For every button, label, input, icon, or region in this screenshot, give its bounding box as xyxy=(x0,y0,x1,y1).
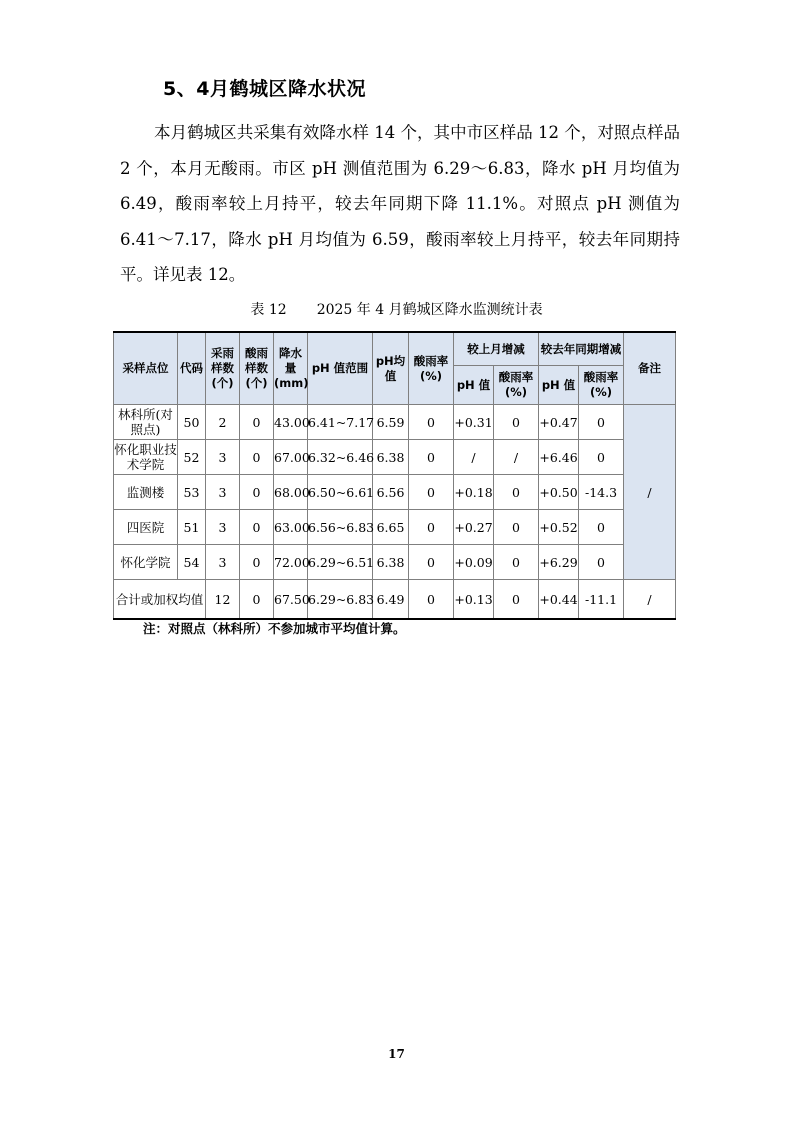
header-rainfall: 降水量(mm) xyxy=(274,332,308,405)
cell-year-ph: +0.50 xyxy=(539,475,579,510)
cell-month-ph: +0.31 xyxy=(454,405,494,440)
cell-samples: 3 xyxy=(206,510,240,545)
header-acid-rate: 酸雨率(%) xyxy=(409,332,454,405)
header-vs-last-month: 较上月增减 xyxy=(454,332,539,366)
cell-rainfall: 72.00 xyxy=(274,545,308,580)
cell-acid-samples: 0 xyxy=(240,545,274,580)
cell-year-acid: 0 xyxy=(579,545,624,580)
cell-code: 54 xyxy=(178,545,206,580)
table-row xyxy=(114,440,676,475)
cell-site: 怀化学院 xyxy=(114,545,178,580)
cell-samples: 3 xyxy=(206,440,240,475)
table-row xyxy=(114,405,676,440)
table-row xyxy=(114,510,676,545)
cell-year-ph: +6.46 xyxy=(539,440,579,475)
table-row xyxy=(114,475,676,510)
subheader-year-acid: 酸雨率(%) xyxy=(579,366,624,405)
cell-acid-rate: 0 xyxy=(409,475,454,510)
cell-month-acid: 0 xyxy=(494,475,539,510)
cell-ph-range: 6.56~6.83 xyxy=(308,510,373,545)
subheader-year-ph: pH 值 xyxy=(539,366,579,405)
cell-remark-merged: / xyxy=(624,405,676,580)
cell-month-acid: / xyxy=(494,440,539,475)
total-ph-mean: 6.49 xyxy=(373,580,409,620)
total-label: 合计或加权均值 xyxy=(114,580,206,620)
section-heading: 5、4月鹤城区降水状况 xyxy=(163,78,366,100)
header-ph-range: pH 值范围 xyxy=(308,332,373,405)
cell-site: 林科所(对照点) xyxy=(114,405,178,440)
cell-month-ph: / xyxy=(454,440,494,475)
paragraph-text: 本月鹤城区共采集有效降水样 14 个，其中市区样品 12 个，对照点样品 2 个，本月无酸雨。市区 pH 测值范围为 6.29～6.83，降水 pH 月均值为 6.49，酸雨率较上月持平，较去年同期下降 11.1%。对照点 pH 测值为 6.41～7.17，降水 pH 月均值为 6.59，酸雨率较上月持平，较去年同期持平。详见表 12。 xyxy=(120,123,680,284)
cell-acid-rate: 0 xyxy=(409,510,454,545)
cell-year-acid: 0 xyxy=(579,405,624,440)
cell-year-acid: -14.3 xyxy=(579,475,624,510)
cell-ph-mean: 6.38 xyxy=(373,545,409,580)
total-samples: 12 xyxy=(206,580,240,620)
total-row xyxy=(114,580,676,620)
header-acid-samples: 酸雨样数(个) xyxy=(240,332,274,405)
total-ph-range: 6.29~6.83 xyxy=(308,580,373,620)
cell-samples: 3 xyxy=(206,475,240,510)
cell-year-ph: +0.47 xyxy=(539,405,579,440)
total-acid-rate: 0 xyxy=(409,580,454,620)
cell-code: 53 xyxy=(178,475,206,510)
total-month-ph: +0.13 xyxy=(454,580,494,620)
table-caption xyxy=(0,299,793,319)
cell-ph-mean: 6.56 xyxy=(373,475,409,510)
cell-code: 50 xyxy=(178,405,206,440)
cell-month-acid: 0 xyxy=(494,510,539,545)
cell-acid-rate: 0 xyxy=(409,545,454,580)
cell-code: 52 xyxy=(178,440,206,475)
cell-month-acid: 0 xyxy=(494,545,539,580)
cell-rainfall: 68.00 xyxy=(274,475,308,510)
cell-samples: 2 xyxy=(206,405,240,440)
table-row xyxy=(114,545,676,580)
total-remark: / xyxy=(624,580,676,620)
cell-ph-mean: 6.59 xyxy=(373,405,409,440)
cell-ph-range: 6.50~6.61 xyxy=(308,475,373,510)
cell-ph-mean: 6.65 xyxy=(373,510,409,545)
cell-month-ph: +0.27 xyxy=(454,510,494,545)
cell-ph-range: 6.41~7.17 xyxy=(308,405,373,440)
cell-site: 监测楼 xyxy=(114,475,178,510)
cell-ph-mean: 6.38 xyxy=(373,440,409,475)
header-samples: 采雨样数(个) xyxy=(206,332,240,405)
cell-rainfall: 43.00 xyxy=(274,405,308,440)
cell-ph-range: 6.32~6.46 xyxy=(308,440,373,475)
rainfall-table xyxy=(113,331,676,620)
body-paragraph xyxy=(120,115,680,293)
total-acid-samples: 0 xyxy=(240,580,274,620)
table-note: 注：对照点（林科所）不参加城市平均值计算。 xyxy=(143,621,406,636)
cell-code: 51 xyxy=(178,510,206,545)
page-number: 17 xyxy=(388,1047,405,1061)
cell-year-acid: 0 xyxy=(579,510,624,545)
header-vs-last-year: 较去年同期增减 xyxy=(539,332,624,366)
total-month-acid: 0 xyxy=(494,580,539,620)
header-ph-mean: pH均值 xyxy=(373,332,409,405)
header-row xyxy=(114,332,676,366)
cell-acid-samples: 0 xyxy=(240,475,274,510)
cell-samples: 3 xyxy=(206,545,240,580)
header-code: 代码 xyxy=(178,332,206,405)
cell-acid-samples: 0 xyxy=(240,440,274,475)
cell-site: 四医院 xyxy=(114,510,178,545)
cell-site: 怀化职业技术学院 xyxy=(114,440,178,475)
total-year-acid: -11.1 xyxy=(579,580,624,620)
cell-year-ph: +6.29 xyxy=(539,545,579,580)
cell-month-ph: +0.09 xyxy=(454,545,494,580)
header-remark: 备注 xyxy=(624,332,676,405)
cell-acid-rate: 0 xyxy=(409,440,454,475)
total-rainfall: 67.50 xyxy=(274,580,308,620)
cell-year-ph: +0.52 xyxy=(539,510,579,545)
cell-rainfall: 63.00 xyxy=(274,510,308,545)
cell-acid-samples: 0 xyxy=(240,510,274,545)
subheader-month-ph: pH 值 xyxy=(454,366,494,405)
caption-number: 表 12 xyxy=(250,302,287,318)
cell-acid-samples: 0 xyxy=(240,405,274,440)
cell-ph-range: 6.29~6.51 xyxy=(308,545,373,580)
cell-acid-rate: 0 xyxy=(409,405,454,440)
total-year-ph: +0.44 xyxy=(539,580,579,620)
cell-month-ph: +0.18 xyxy=(454,475,494,510)
cell-year-acid: 0 xyxy=(579,440,624,475)
header-site: 采样点位 xyxy=(114,332,178,405)
cell-rainfall: 67.00 xyxy=(274,440,308,475)
cell-month-acid: 0 xyxy=(494,405,539,440)
caption-title: 2025 年 4 月鹤城区降水监测统计表 xyxy=(316,302,543,318)
subheader-month-acid: 酸雨率(%) xyxy=(494,366,539,405)
